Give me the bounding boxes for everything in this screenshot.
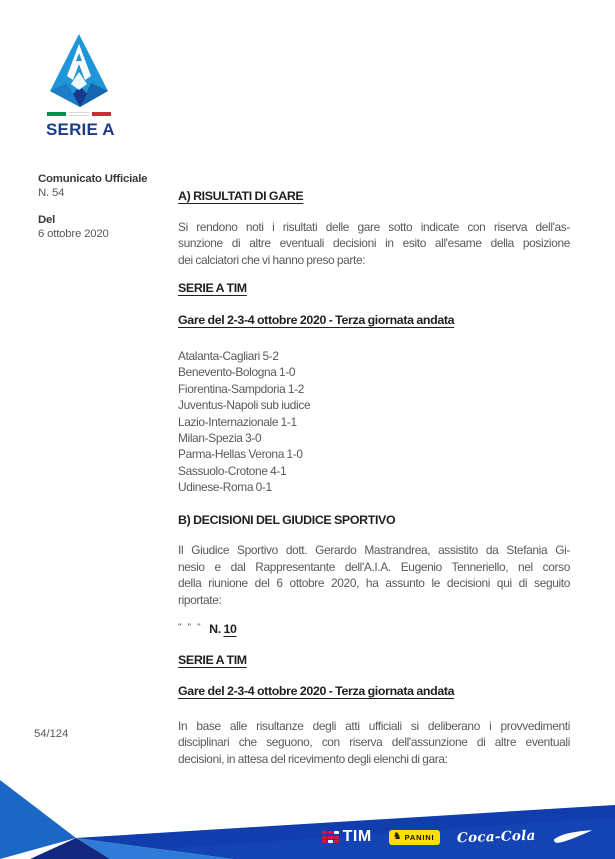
tim-wordmark: TIM: [342, 828, 372, 845]
section-a-intro: [178, 219, 570, 269]
paragraph-line: disciplinari che seguono, con riserva dell'assunzione di altre eventuali: [178, 735, 570, 750]
section-b-intro: [178, 542, 570, 608]
tim-logo: [322, 828, 372, 846]
paragraph-line: In base alle risultanze degli atti ufficiali si deliberano i provvedimenti: [178, 718, 570, 733]
matchday-heading: Gare del 2-3-4 ottobre 2020 - Terza giornata andata: [178, 312, 455, 327]
result-row: Juventus-Napoli sub iudice: [178, 398, 311, 413]
document-meta: [38, 172, 168, 241]
decision-number-value: 10: [223, 622, 237, 637]
coca-cola-logo: Coca-Cola: [457, 827, 537, 847]
matchday-heading: Gare del 2-3-4 ottobre 2020 - Terza giornata andata: [178, 684, 455, 699]
flag-green-segment: [47, 112, 66, 116]
result-row: Atalanta-Cagliari 5-2: [178, 349, 279, 363]
paragraph-line: della riunione del 6 ottobre 2020, ha assunto le decisioni qui di seguito: [178, 576, 570, 591]
doc-date-label: Del: [38, 214, 56, 226]
results-list: [178, 348, 570, 496]
section-b-title: B) DECISIONI DEL GIUDICE SPORTIVO: [178, 512, 396, 527]
serie-a-wordmark: SERIE A: [46, 120, 115, 139]
league-heading: SERIE A TIM: [178, 652, 247, 667]
doc-number: N. 54: [38, 187, 65, 199]
decision-number-line: [178, 620, 570, 638]
doc-type-label: Comunicato Ufficiale: [38, 173, 148, 185]
tim-dots-icon: [322, 831, 339, 843]
section-b-closing: [178, 718, 570, 768]
paragraph-line: nesio e dal Rappresentante dell'A.I.A. Eugenio Tenneriello, nel corso: [178, 559, 570, 574]
decision-number-label: N.: [209, 622, 221, 637]
paragraph-line: riportate:: [178, 592, 222, 607]
result-row: Udinese-Roma 0-1: [178, 480, 272, 495]
page-number: 54/124: [34, 728, 69, 740]
italian-flag-stripe: [47, 112, 111, 116]
footer-band: [0, 779, 615, 859]
paragraph-line: Si rendono noti i risultati delle gare sotto indicate con riserva dell'as-: [178, 219, 570, 234]
league-heading: SERIE A TIM: [178, 281, 247, 295]
serie-a-crest-icon: [47, 34, 111, 108]
paragraph-line: Il Giudice Sportivo dott. Gerardo Mastrandrea, assistito da Stefania Gi-: [178, 543, 570, 558]
doc-date-value: 6 ottobre 2020: [38, 228, 109, 240]
result-row: Sassuolo-Crotone 4-1: [178, 463, 287, 478]
result-row: Fiorentina-Sampdoria 1-2: [178, 381, 305, 396]
flag-white-segment: [69, 112, 88, 116]
flag-red-segment: [92, 112, 111, 116]
panini-wordmark: PANINI: [404, 832, 435, 842]
result-row: Benevento-Bologna 1-0: [178, 365, 296, 380]
panini-logo: [389, 830, 441, 845]
paragraph-line: dei calciatori che vi hanno preso parte:: [178, 252, 366, 267]
sponsor-logos: [322, 823, 593, 851]
result-row: Milan-Spezia 3-0: [178, 431, 262, 446]
paragraph-line: sunzione di altre eventuali decisioni in esito all'esame della posizione: [178, 236, 570, 250]
section-a-title: A) RISULTATI DI GARE: [178, 189, 304, 203]
main-content: [178, 188, 570, 767]
serie-a-logo: [46, 34, 115, 140]
nike-swoosh-icon: [553, 830, 593, 844]
result-row: Parma-Hellas Verona 1-0: [178, 447, 303, 462]
panini-knight-icon: ♞: [392, 831, 402, 842]
result-row: Lazio-Internazionale 1-1: [178, 414, 297, 429]
ditto-marks: " " ": [178, 622, 203, 634]
paragraph-line: decisioni, in attesa del ricevimento degli elenchi di gara:: [178, 751, 448, 766]
